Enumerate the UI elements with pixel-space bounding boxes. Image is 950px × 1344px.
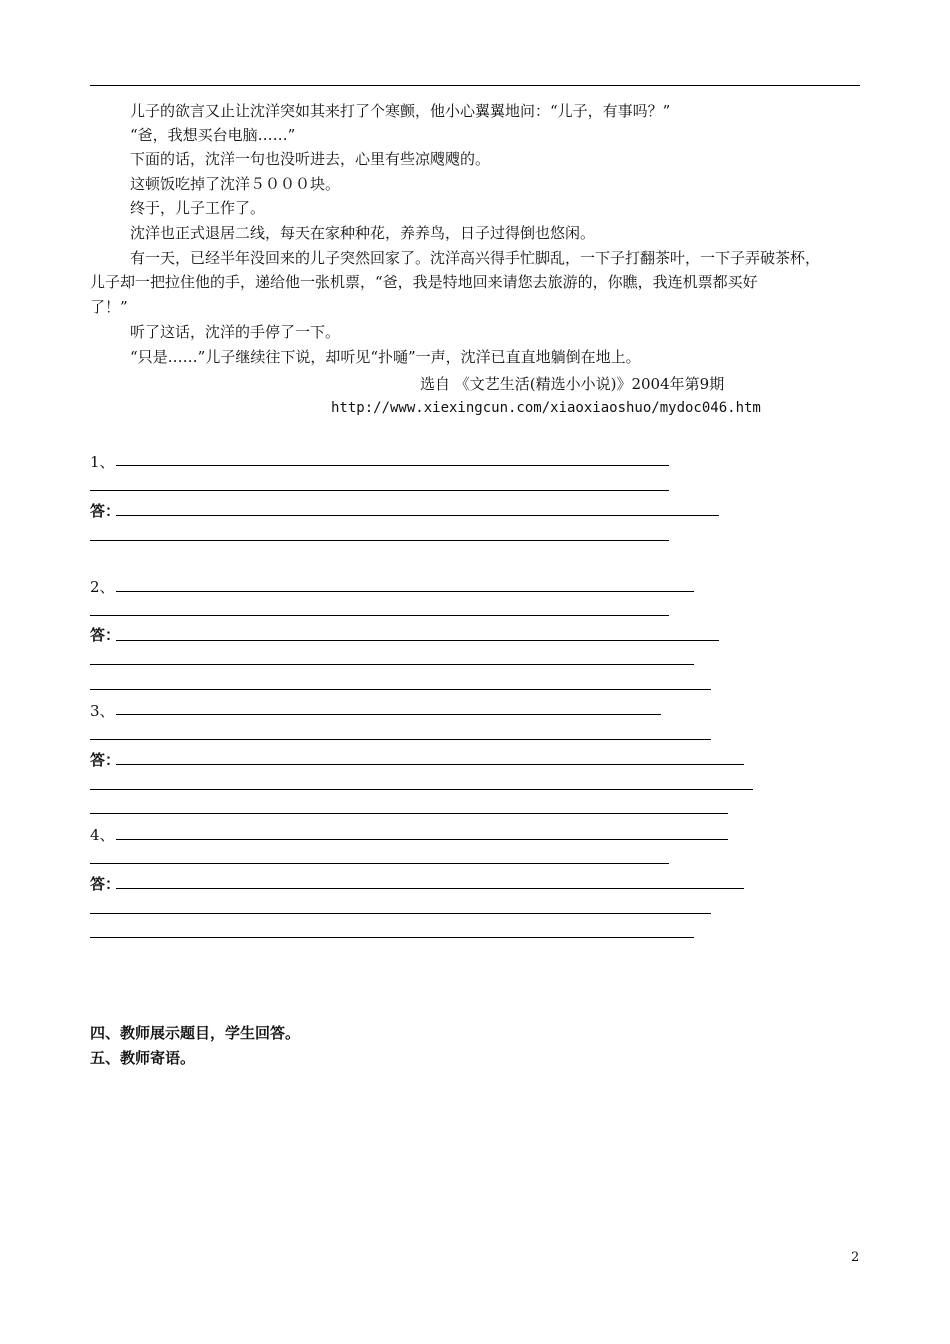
story-paragraph: 沈洋也正式退居二线，每天在家种种花，养养鸟，日子过得倒也悠闲。: [130, 224, 596, 242]
answer-line: [116, 888, 744, 889]
story-paragraph: 有一天，已经半年没回来的儿子突然回家了。沈洋高兴得手忙脚乱，一下子打翻茶叶，一下子弄破茶杯，: [130, 249, 821, 267]
source-citation: 选自 《文艺生活(精选小小说)》2004年第9期: [420, 375, 725, 393]
answer-line: [116, 515, 719, 516]
answer-line: [90, 615, 669, 616]
story-paragraph: 下面的话，沈洋一句也没听进去，心里有些凉飕飕的。: [130, 150, 491, 168]
story-paragraph: 儿子的欲言又止让沈洋突如其来打了个寒颤，他小心翼翼地问：“儿子，有事吗？”: [130, 102, 671, 120]
answer-line: [90, 913, 711, 914]
answer-label: 答：: [90, 626, 121, 644]
answer-line: [90, 739, 711, 740]
header-rule: [90, 85, 860, 86]
story-paragraph: “只是……”儿子继续往下说，却听见“扑嗵”一声，沈洋已直直地躺倒在地上。: [130, 348, 641, 366]
answer-line: [90, 490, 669, 491]
answer-line: [116, 839, 728, 840]
question-label: 3、: [90, 702, 115, 720]
answer-line: [116, 764, 744, 765]
page-number: 2: [851, 1250, 860, 1265]
answer-line: [90, 689, 711, 690]
section-heading: 四、教师展示题目，学生回答。: [90, 1024, 301, 1042]
answer-line: [90, 540, 669, 541]
story-paragraph: 儿子却一把拉住他的手，递给他一张机票，“爸，我是特地回来请您去旅游的，你瞧，我连机票都买好: [90, 273, 758, 291]
story-paragraph: 终于，儿子工作了。: [130, 199, 266, 217]
answer-label: 答：: [90, 502, 121, 520]
section-heading: 五、教师寄语。: [90, 1049, 196, 1067]
question-label: 2、: [90, 578, 115, 596]
question-label: 4、: [90, 826, 115, 844]
answer-line: [90, 813, 728, 814]
answer-line: [90, 664, 694, 665]
answer-line: [90, 789, 753, 790]
answer-line: [116, 714, 661, 715]
answer-line: [90, 863, 669, 864]
answer-line: [116, 591, 694, 592]
source-url: http://www.xiexingcun.com/xiaoxiaoshuo/mydoc046.htm: [331, 400, 761, 416]
answer-line: [116, 465, 669, 466]
story-paragraph: 了！”: [90, 298, 128, 316]
story-paragraph: 这顿饭吃掉了沈洋５０００块。: [130, 175, 341, 193]
question-label: 1、: [90, 453, 115, 471]
story-paragraph: 听了这话，沈洋的手停了一下。: [130, 323, 341, 341]
story-paragraph: “爸，我想买台电脑……”: [130, 126, 296, 144]
answer-label: 答：: [90, 751, 121, 769]
answer-line: [90, 937, 694, 938]
answer-label: 答：: [90, 875, 121, 893]
answer-line: [116, 640, 719, 641]
